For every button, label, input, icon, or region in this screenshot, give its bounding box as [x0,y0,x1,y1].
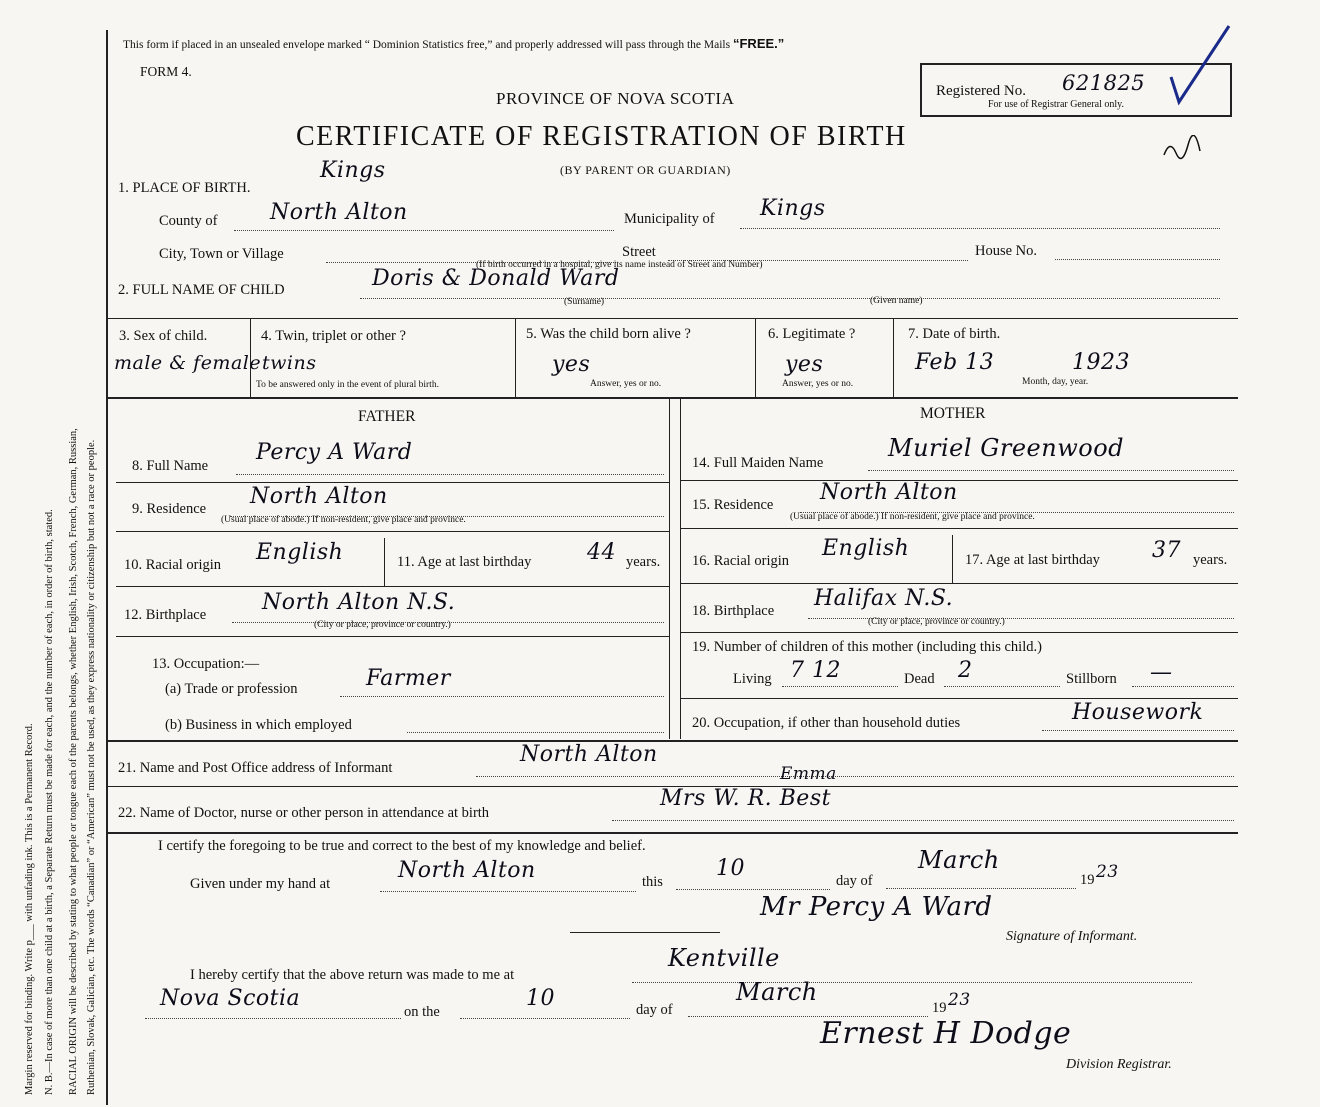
dead-label: Dead [904,671,935,687]
mother-race-value: English [822,536,910,561]
birth-place-above-value: Kings [320,158,386,183]
mother-bp-label: 18. Birthplace [692,603,775,619]
registrar-month: March [736,978,818,1006]
father-res-note: (Usual place of abode.) If non-resident, give place and province. [221,515,466,525]
mother-res-note: (Usual place of abode.) If non-resident, give place and province. [790,512,1035,522]
twin-label: 4. Twin, triplet or other ? [261,328,406,344]
registrar-sig-label: Division Registrar. [1066,1057,1172,1072]
registrar-province: Nova Scotia [160,986,301,1011]
house-label: House No. [975,243,1038,259]
father-res-value: North Alton [250,484,388,509]
doctor-value: Mrs W. R. Best [660,786,831,811]
given-label: Given under my hand at [190,876,331,892]
sidebar-line-2: N. B.—In case of more than one child at a birth, a Separate Return must be made for each, and the number of each, in order of birth, stated. [44,509,55,1095]
stillborn-value: — [1150,660,1173,685]
surname-note: (Surname) [564,297,605,307]
informant-sig-label: Signature of Informant. [1006,929,1138,944]
mail-free: “FREE.” [732,36,785,51]
mail-notice: This form if placed in an unsealed envelope marked “ Dominion Statistics free,” and properly addressed will pass through the Mails “FREE.” [123,36,785,51]
mother-occ-value: Housework [1072,700,1204,725]
certify-year-prefix: 19 [1080,872,1095,888]
birth-place-label: 1. PLACE OF BIRTH. [118,180,251,196]
mother-occ-label: 20. Occupation, if other than household duties [692,715,961,731]
father-bp-note: (City or place, province or country.) [314,620,451,630]
sex-value: male & female [114,352,262,374]
doctor-note-above: Emma [780,764,837,784]
province: PROVINCE OF NOVA SCOTIA [496,89,735,108]
father-bp-value: North Alton N.S. [262,590,456,615]
page-title: CERTIFICATE OF REGISTRATION OF BIRTH [296,121,907,152]
certify-day: 10 [716,856,745,881]
alive-label: 5. Was the child born alive ? [526,326,691,342]
registrar-signature: Ernest H Dodge [820,1016,1072,1051]
father-res-label: 9. Residence [132,501,207,517]
alive-note: Answer, yes or no. [590,379,662,389]
father-years: years. [626,554,661,570]
mother-res-label: 15. Residence [692,497,774,513]
legit-note: Answer, yes or no. [782,379,854,389]
registered-no: 621825 [1062,71,1146,95]
mother-name-value: Muriel Greenwood [888,434,1124,462]
living-value: 7 12 [790,658,841,683]
father-heading: FATHER [358,408,416,425]
scribble-icon [1160,135,1204,163]
registrar-place: Kentville [668,944,780,972]
registrar-note: For use of Registrar General only. [988,99,1124,110]
mother-bp-note: (City or place, province or country.) [868,617,1005,627]
mother-race-label: 16. Racial origin [692,553,790,569]
municipality-label: Municipality of [624,211,715,227]
certify-text: I certify the foregoing to be true and correct to the best of my knowledge and belief. [158,838,646,854]
check-mark-icon [1165,22,1235,112]
father-occ-label: 13. Occupation:— [152,656,260,672]
father-trade-label: (a) Trade or profession [165,681,298,697]
mother-heading: MOTHER [920,405,986,422]
hospital-note: (If birth occurred in a hospital, give its name instead of Street and Number) [476,260,763,270]
twin-note: To be answered only in the event of plural birth. [256,380,439,390]
left-border [106,30,108,1105]
street-label: Street [622,244,656,260]
father-race-label: 10. Racial origin [124,557,222,573]
mother-name-label: 14. Full Maiden Name [692,455,824,471]
father-business-label: (b) Business in which employed [165,717,352,733]
registrar-day: 10 [526,986,555,1011]
mother-years: years. [1193,552,1228,568]
form-number: FORM 4. [140,64,192,79]
informant-value: North Alton [520,742,658,767]
sidebar-line-3: RACIAL ORIGIN will be described by stating to what people or tongue each of the parents belongs, whether English, Irish, Scotch, French, German, Russian, [68,428,79,1095]
legit-value: yes [785,352,824,377]
mother-bp-value: Halifax N.S. [814,586,954,611]
mother-age-value: 37 [1152,538,1181,563]
living-label: Living [733,671,772,687]
informant-signature: Mr Percy A Ward [760,892,993,922]
twin-value: twins [262,352,317,374]
father-name-value: Percy A Ward [256,440,413,465]
given-note: (Given name) [870,296,923,306]
sidebar-line-1: Margin reserved for binding. Write p___ with unfading ink. This is a Permanent Record. [24,723,35,1095]
father-bp-label: 12. Birthplace [124,607,207,623]
year-value: 1923 [1072,350,1130,375]
sidebar-line-4: Ruthenian, Slovak, Galician, etc. The words “Canadian” or “American” must not be used, as they express nationality or citizenship but not a race or people. [86,439,97,1095]
alive-value: yes [552,352,591,377]
mother-children-label: 19. Number of children of this mother (including this child.) [692,639,1042,655]
dayof-label: day of [836,873,873,889]
subtitle: (BY PARENT OR GUARDIAN) [560,163,731,177]
child-name-value: Doris & Donald Ward [372,266,620,291]
doctor-label: 22. Name of Doctor, nurse or other person in attendance at birth [118,805,490,821]
dead-value: 2 [958,658,973,683]
county-value: North Alton [270,200,408,225]
this-label: this [642,874,663,890]
county-label: County of [159,213,218,229]
registered-label: Registered No. [936,83,1026,99]
child-name-label: 2. FULL NAME OF CHILD [118,282,285,298]
certify-year: 23 [1096,862,1119,882]
onthe-label: on the [404,1004,440,1020]
date-label: 7. Date of birth. [908,326,1001,342]
date-value: Feb 13 [915,350,995,375]
registrar-year: 23 [948,990,971,1010]
registrar-year-prefix: 19 [932,1000,947,1016]
father-age-label: 11. Age at last birthday [397,554,532,570]
informant-label: 21. Name and Post Office address of Informant [118,760,393,776]
registrar-dayof-label: day of [636,1002,673,1018]
given-place: North Alton [398,858,536,883]
city-label: City, Town or Village [159,246,284,262]
stillborn-label: Stillborn [1066,671,1117,687]
mother-res-value: North Alton [820,480,958,505]
father-age-value: 44 [587,540,616,565]
father-name-label: 8. Full Name [132,458,209,474]
municipality-value: Kings [760,196,826,221]
sex-label: 3. Sex of child. [119,328,208,344]
mother-age-label: 17. Age at last birthday [965,552,1100,568]
legit-label: 6. Legitimate ? [768,326,856,342]
father-race-value: English [256,540,344,565]
certify-month: March [918,846,1000,874]
date-note: Month, day, year. [1022,377,1089,387]
registrar-text: I hereby certify that the above return was made to me at [190,967,515,983]
father-trade-value: Farmer [366,666,451,691]
